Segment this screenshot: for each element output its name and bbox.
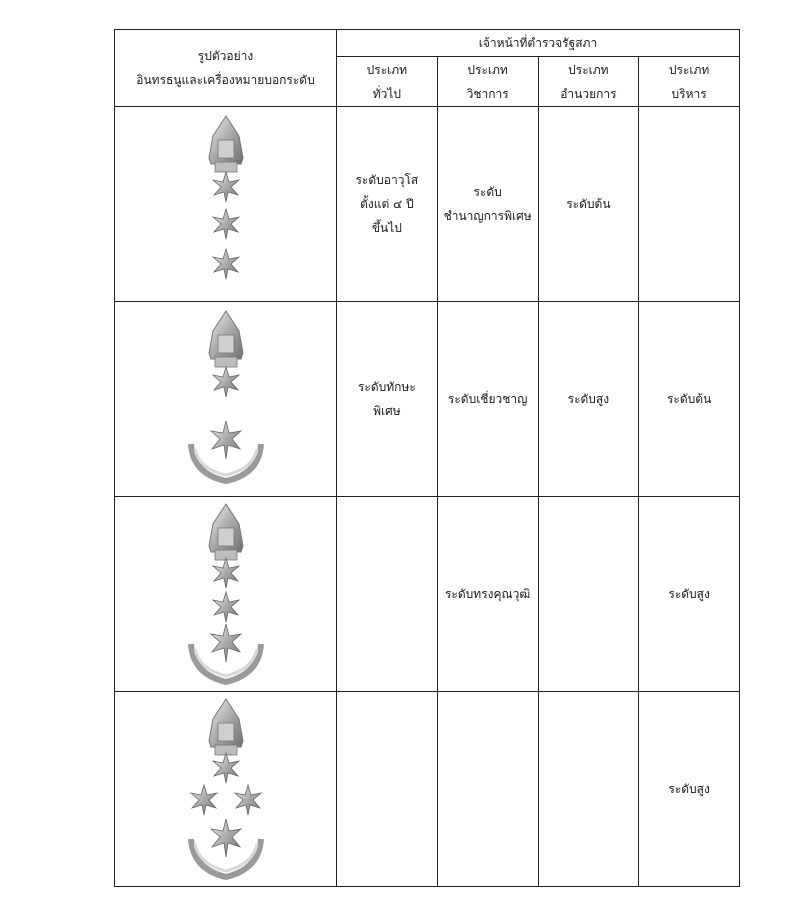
cell-text: ตั้งแต่ ๔ ปี xyxy=(360,197,414,211)
cell-general xyxy=(337,302,438,497)
header-sample-line1: รูปตัวอย่าง xyxy=(197,49,254,63)
header-sample-line2: อินทรธนูและเครื่องหมายบอกระดับ xyxy=(136,73,315,87)
header-category-general xyxy=(337,57,438,107)
cell-directive xyxy=(538,692,639,887)
rank-insignia-table xyxy=(114,29,740,887)
header-category-executive xyxy=(639,57,740,107)
insignia-emblem-2-stars-wreath-icon xyxy=(181,502,271,686)
cell-academic xyxy=(437,302,538,497)
insignia-emblem-3-stars-icon xyxy=(191,114,261,294)
insignia-emblem-star-wreath-icon xyxy=(181,309,271,489)
cell-directive xyxy=(538,497,639,692)
cell-text: ขึ้นไป xyxy=(371,221,402,235)
cell-text: ระดับอาวุโส xyxy=(355,173,419,187)
cell-text: ระดับต้น xyxy=(566,197,611,211)
cell-directive xyxy=(538,302,639,497)
cell-academic xyxy=(437,107,538,302)
cell-general xyxy=(337,107,438,302)
cell-text: ระดับทรงคุณวุฒิ xyxy=(444,587,531,601)
category-label: ประเภท xyxy=(366,62,408,77)
crown-emblem-icon xyxy=(209,116,243,172)
table-row xyxy=(115,692,740,887)
cell-text: ระดับสูง xyxy=(567,392,610,406)
cell-general xyxy=(337,497,438,692)
crown-emblem-icon xyxy=(209,699,243,755)
cell-academic xyxy=(437,497,538,692)
cell-text: ระดับสูง xyxy=(668,782,710,796)
header-category-academic xyxy=(437,57,538,107)
category-name: บริหาร xyxy=(671,86,707,101)
cell-text: ระดับทักษะ xyxy=(357,380,416,394)
cell-executive xyxy=(639,302,740,497)
cell-text: ระดับสูง xyxy=(668,587,710,601)
table-row xyxy=(115,302,740,497)
category-label: ประเภท xyxy=(467,62,508,77)
category-name: อำนวยการ xyxy=(560,86,617,101)
cell-executive xyxy=(639,107,740,302)
cell-executive xyxy=(639,692,740,887)
cell-general xyxy=(337,692,438,887)
cell-executive xyxy=(639,497,740,692)
header-sample xyxy=(115,30,337,107)
insignia-cell xyxy=(115,302,337,497)
category-label: ประเภท xyxy=(668,62,710,77)
insignia-cell xyxy=(115,497,337,692)
cell-text: ระดับ xyxy=(473,185,502,199)
cell-directive xyxy=(538,107,639,302)
category-label: ประเภท xyxy=(568,62,609,77)
insignia-emblem-double-stars-wreath-icon xyxy=(176,697,276,881)
crown-emblem-icon xyxy=(209,504,243,560)
insignia-cell xyxy=(115,692,337,887)
cell-text: ระดับต้น xyxy=(666,392,712,406)
crown-emblem-icon xyxy=(209,311,243,367)
category-name: ทั่วไป xyxy=(372,86,402,101)
cell-text: ระดับเชี่ยวชาญ xyxy=(447,392,528,406)
cell-academic xyxy=(437,692,538,887)
insignia-cell xyxy=(115,107,337,302)
table-row xyxy=(115,107,740,302)
cell-text: ชำนาญการพิเศษ xyxy=(443,209,532,223)
header-category-directive xyxy=(538,57,639,107)
cell-text: พิเศษ xyxy=(373,404,401,418)
category-name: วิชาการ xyxy=(466,86,509,101)
header-group: เจ้าหน้าที่ตำรวจรัฐสภา xyxy=(337,30,740,57)
table-row xyxy=(115,497,740,692)
